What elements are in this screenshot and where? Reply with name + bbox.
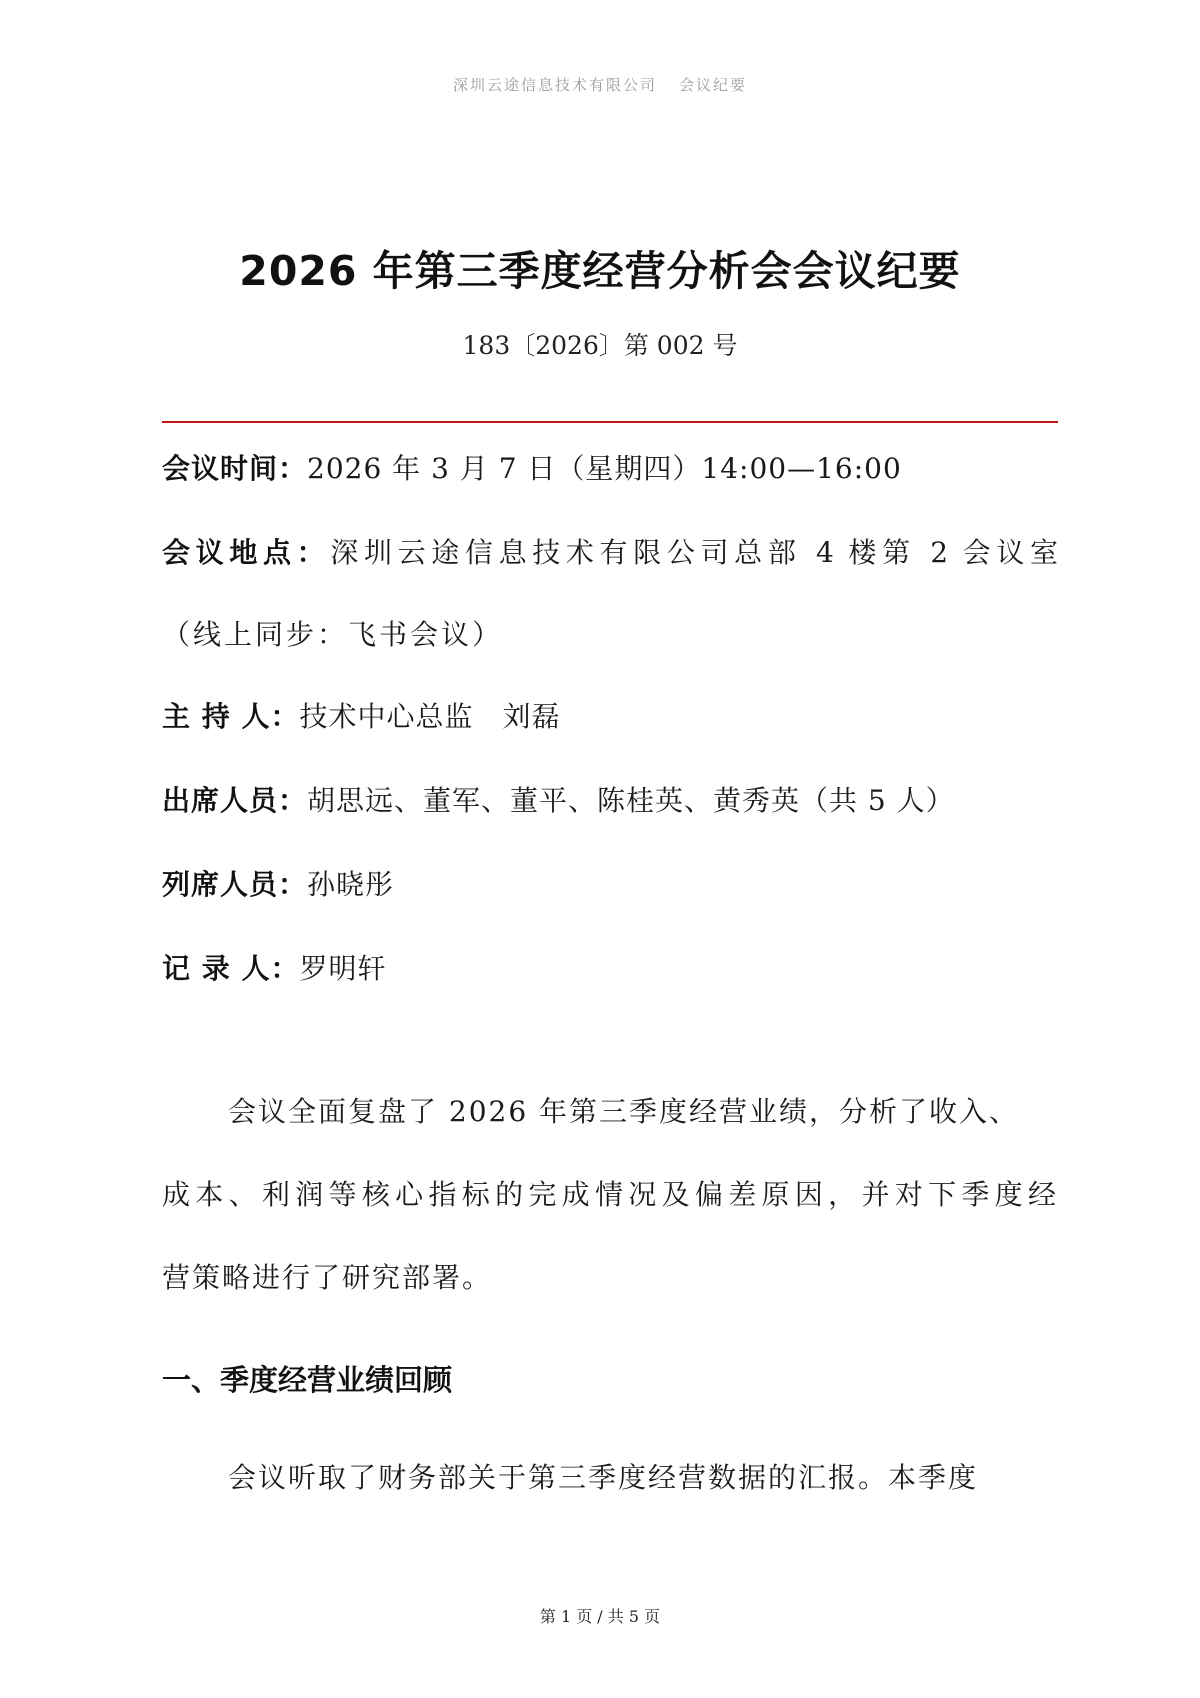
header-doc-type: 会议纪要 [679, 76, 748, 94]
meeting-time-label: 会议时间： [162, 452, 308, 485]
section-heading-1: 一、季度经营业绩回顾 [162, 1363, 453, 1397]
recorder-label: 记 录 人： [162, 952, 300, 985]
host-label: 主 持 人： [162, 700, 300, 733]
attendees-label: 出席人员： [162, 784, 308, 817]
meeting-place-row [162, 533, 1058, 573]
header-company: 深圳云途信息技术有限公司 [452, 76, 657, 94]
observers-label: 列席人员： [162, 868, 308, 901]
host-row [162, 697, 1062, 737]
meeting-place-row-continued [162, 615, 1062, 655]
attendees-value: 胡思远、董军、董平、陈桂英、黄秀英（共 5 人） [307, 784, 955, 817]
meeting-place-label: 会议地点： [162, 536, 331, 569]
recorder-value: 罗明轩 [299, 952, 387, 985]
running-header [0, 74, 1200, 95]
section-1-paragraph-line-1: 会议听取了财务部关于第三季度经营数据的汇报。本季度 [228, 1461, 979, 1494]
intro-paragraph-line-2: 成本、利润等核心指标的完成情况及偏差原因，并对下季度经 [162, 1178, 1058, 1211]
page-footer: 第 1 页 / 共 5 页 [539, 1607, 661, 1626]
observers-value: 孙晓彤 [307, 868, 395, 901]
meeting-place-value-line2: （线上同步：飞书会议） [162, 618, 504, 651]
meeting-time-row [162, 449, 1062, 489]
document-title: 2026 年第三季度经营分析会会议纪要 [239, 247, 961, 295]
host-value: 技术中心总监 刘磊 [299, 700, 561, 733]
intro-paragraph-line-1: 会议全面复盘了 2026 年第三季度经营业绩，分析了收入、 [228, 1095, 1020, 1128]
intro-paragraph-line-3: 营策略进行了研究部署。 [162, 1261, 493, 1294]
recorder-row [162, 949, 1062, 989]
meeting-place-value: 深圳云途信息技术有限公司总部 4 楼第 2 会议室 [330, 536, 1058, 569]
meeting-time-value: 2026 年 3 月 7 日（星期四）14:00—16:00 [307, 452, 902, 485]
observers-row [162, 865, 1062, 905]
attendees-row [162, 781, 1062, 821]
document-number: 183〔2026〕第 002 号 [462, 331, 738, 360]
red-divider-rule [162, 421, 1058, 423]
